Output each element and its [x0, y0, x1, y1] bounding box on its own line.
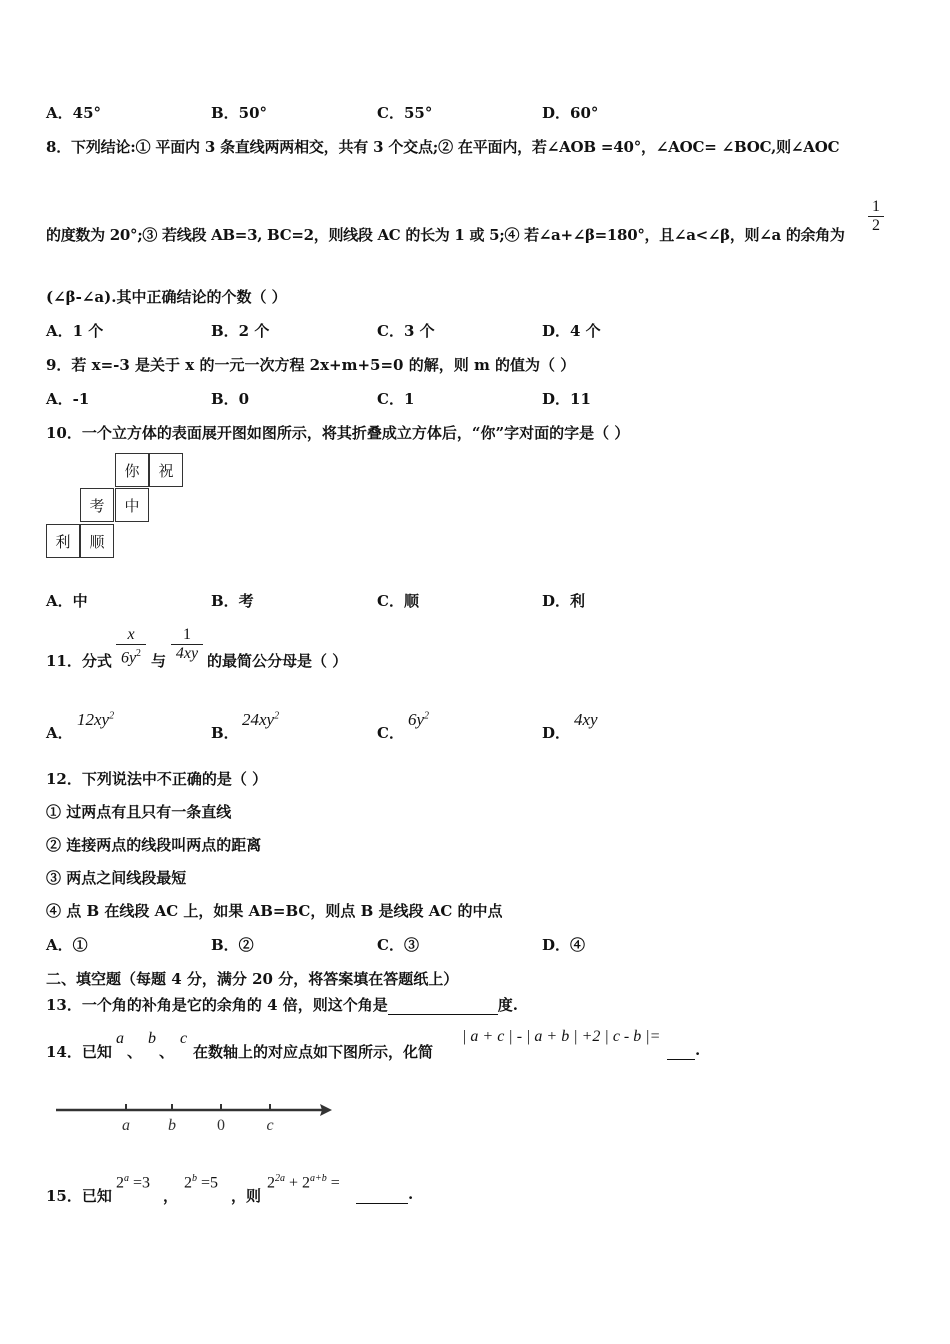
label-a: a: [122, 1117, 130, 1134]
q14-var-c: c: [180, 1030, 188, 1047]
q14-sep-2: 、: [159, 1043, 175, 1061]
q11-option-d-label: D．: [542, 724, 571, 742]
q13-text: 13．一个角的补角是它的余角的 4 倍，则这个角是 度.: [46, 996, 518, 1014]
q10-option-b: B．考: [211, 592, 254, 610]
q10-option-a: A．中: [46, 592, 88, 610]
q7-option-c: C．55°: [377, 104, 433, 122]
q10-option-c: C．顺: [377, 592, 419, 610]
label-c: c: [266, 1117, 274, 1134]
net-cell-li: 利: [46, 524, 80, 558]
label-0: 0: [217, 1117, 225, 1134]
q11-mid: 与: [151, 652, 167, 670]
q8-line3: (∠β-∠a).其中正确结论的个数（ ）: [46, 288, 287, 306]
q12-item-1: ① 过两点有且只有一条直线: [46, 803, 232, 821]
q14-answer-blank: [667, 1041, 695, 1060]
q8-option-b: B．2 个: [211, 322, 270, 340]
q8-option-d: D．4 个: [542, 322, 601, 340]
q11-option-a-label: A．: [46, 724, 73, 742]
q9-option-d: D．11: [542, 390, 591, 408]
q8-option-c: C．3 个: [377, 322, 435, 340]
q10-option-d: D．利: [542, 592, 586, 610]
q12-option-b: B．②: [211, 936, 254, 954]
q9-option-b: B．0: [211, 390, 250, 408]
q15-prefix: 15．已知: [46, 1187, 112, 1205]
q14-var-b: b: [148, 1030, 156, 1047]
q14-expression: | a + c | - | a + b | +2 | c - b |=: [462, 1028, 661, 1045]
net-cell-zhu: 祝: [149, 453, 183, 487]
q12-item-4: ④ 点 B 在线段 AC 上，如果 AB=BC，则点 B 是线段 AC 的中点: [46, 902, 503, 920]
q15-answer-blank: [356, 1185, 408, 1204]
q11-option-c-label: C．: [377, 724, 404, 742]
q10-text: 10．一个立方体的表面展开图如图所示，将其折叠成立方体后，“你”字对面的字是（ ）: [46, 424, 630, 442]
q11-option-a-value: $12xy^2$: [77, 710, 115, 729]
net-cell-ni: 你: [115, 453, 149, 487]
q15-then: ，则: [231, 1187, 262, 1205]
q12-item-3: ③ 两点之间线段最短: [46, 869, 187, 887]
q11-suffix: 的最简公分母是（ ）: [207, 652, 348, 670]
q14-answer: .: [667, 1041, 700, 1060]
q12-item-2: ② 连接两点的线段叫两点的距离: [46, 836, 262, 854]
q9-text: 9．若 x=-3 是关于 x 的一元一次方程 2x+m+5=0 的解，则 m 的值为（ ）: [46, 356, 576, 374]
q14-var-a: a: [116, 1030, 124, 1047]
q11-fraction-1: x $6y^2$: [116, 626, 146, 667]
net-cell-kao: 考: [80, 488, 114, 522]
q9-option-a: A．-1: [46, 390, 90, 408]
q15-given-1: $2^a =3$: [116, 1173, 151, 1192]
q13-answer-blank: [388, 996, 498, 1015]
q11-prefix: 11．分式: [46, 652, 112, 670]
q8-fraction-half: 1 2: [868, 198, 884, 235]
q11-fraction-2: 1 4xy: [171, 626, 203, 663]
number-line: [50, 1096, 340, 1140]
q12-option-c: C．③: [377, 936, 419, 954]
q8-line2: 的度数为 20°;③ 若线段 AB=3, BC=2，则线段 AC 的长为 1 或 5;④ 若∠a+∠β=180°，且∠a<∠β，则∠a 的余角为: [46, 226, 845, 244]
label-b: b: [168, 1117, 176, 1134]
q11-option-d-value: 4xy: [574, 710, 598, 729]
q7-option-d: D．60°: [542, 104, 599, 122]
q7-option-b: B．50°: [211, 104, 268, 122]
q14-middle-text: 在数轴上的对应点如下图所示，化简: [193, 1043, 434, 1061]
net-cell-zhong: 中: [115, 488, 149, 522]
net-cell-shun: 顺: [80, 524, 114, 558]
q12-text: 12．下列说法中不正确的是（ ）: [46, 770, 268, 788]
q15-given-2: $2^b =5$: [184, 1173, 219, 1192]
q12-option-d: D．④: [542, 936, 586, 954]
q11-option-b-label: B．: [211, 724, 239, 742]
q8-option-a: A．1 个: [46, 322, 104, 340]
q15-comma: ，: [163, 1187, 179, 1205]
q14-sep-1: 、: [127, 1043, 143, 1061]
q7-option-a: A．45°: [46, 104, 102, 122]
q12-option-a: A．①: [46, 936, 88, 954]
q15-expression: $2^{2a} + 2^{a+b}$ =: [267, 1173, 340, 1192]
q14-prefix: 14．已知: [46, 1043, 112, 1061]
q11-option-c-value: $6y^2$: [408, 710, 430, 729]
q15-answer: .: [356, 1185, 413, 1204]
q11-option-b-value: $24xy^2$: [242, 710, 280, 729]
section-2-heading: 二、填空题（每题 4 分，满分 20 分，将答案填在答题纸上）: [46, 970, 459, 988]
q8-line1: 8．下列结论:① 平面内 3 条直线两两相交，共有 3 个交点;② 在平面内，若∠AOB =40°，∠AOC= ∠BOC,则∠AOC: [46, 138, 840, 156]
q9-option-c: C．1: [377, 390, 415, 408]
